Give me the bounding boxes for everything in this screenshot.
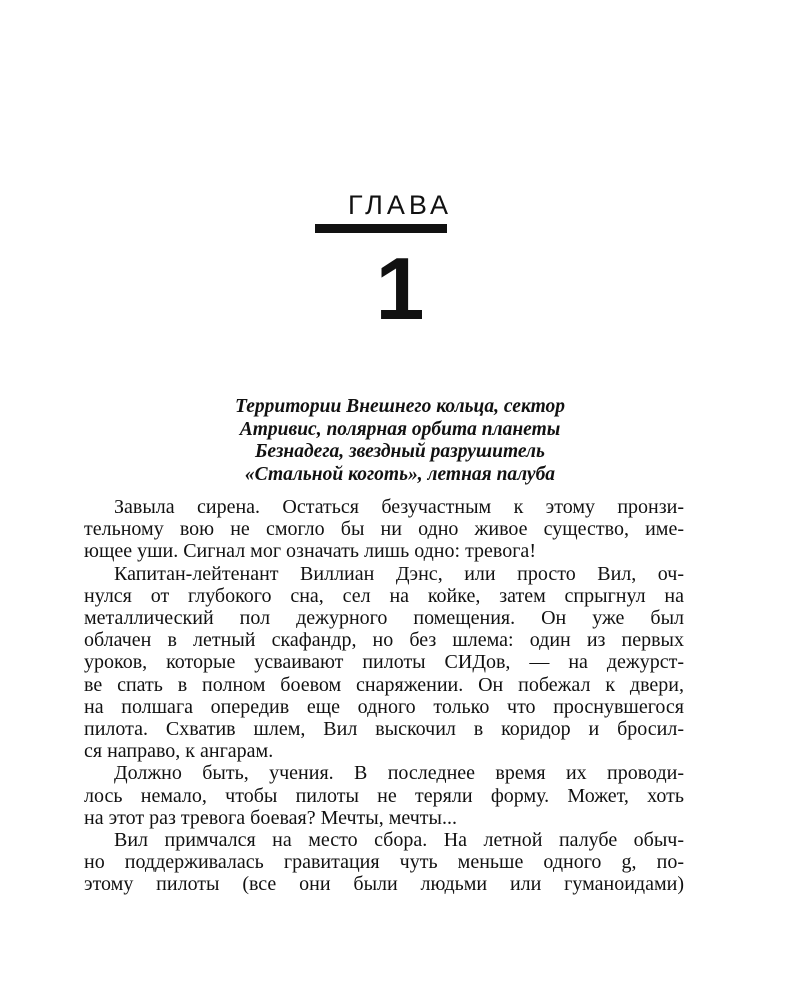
paragraph-line: на этот раз тревога боевая? Мечты, мечты... xyxy=(84,806,457,829)
location-line: Атривис, полярная орбита планеты xyxy=(239,418,561,440)
location-heading xyxy=(120,396,680,486)
paragraph-line: на полшага опередив еще одного только что проснувшегося xyxy=(84,695,684,718)
location-line: Территории Внешнего кольца, сектор xyxy=(235,396,565,417)
location-line: «Стальной коготь», летная палуба xyxy=(244,463,556,485)
paragraph-line: ся направо, к ангарам. xyxy=(84,740,274,763)
paragraph-line: Должно быть, учения. В последнее время их проводи- xyxy=(114,762,684,785)
paragraph-line: лось немало, чтобы пилоты не теряли форму. Может, хоть xyxy=(84,784,684,807)
paragraph-line: ве спать в полном боевом снаряжении. Он побежал к двери, xyxy=(84,673,684,696)
location-line: Безнадега, звездный разрушитель xyxy=(255,441,545,462)
paragraph-line: пилота. Схватив шлем, Вил выскочил в коридор и бросил- xyxy=(84,718,684,741)
paragraph-line: Вил примчался на место сбора. На летной палубе обыч- xyxy=(114,829,684,852)
paragraph-line: Завыла сирена. Остаться безучастным к этому пронзи- xyxy=(114,496,684,518)
paragraph-line: ющее уши. Сигнал мог означать лишь одно: тревога! xyxy=(84,540,536,563)
chapter-number: 1 xyxy=(375,239,425,338)
paragraph-line: нулся от глубокого сна, сел на койке, затем спрыгнул на xyxy=(84,584,684,607)
chapter-rule xyxy=(315,224,447,233)
paragraph-line: этому пилоты (все они были людьми или гуманоидами) xyxy=(84,873,684,896)
paragraph-line: облачен в летный скафандр, но без шлема: один из первых xyxy=(84,629,684,652)
body-text xyxy=(84,496,684,896)
paragraph-line: Капитан-лейтенант Виллиан Дэнс, или просто Вил, оч- xyxy=(114,562,684,585)
paragraph-line: уроков, которые усваивают пилоты СИДов, — на дежурст- xyxy=(84,651,684,674)
chapter-label: ГЛАВА xyxy=(348,190,452,220)
paragraph-line: тельному вою не смогло бы ни одно живое существо, име- xyxy=(84,518,684,541)
paragraph-line: металлический пол дежурного помещения. Он уже был xyxy=(84,607,684,630)
paragraph-line: но поддерживалась гравитация чуть меньше одного g, по- xyxy=(84,851,684,874)
